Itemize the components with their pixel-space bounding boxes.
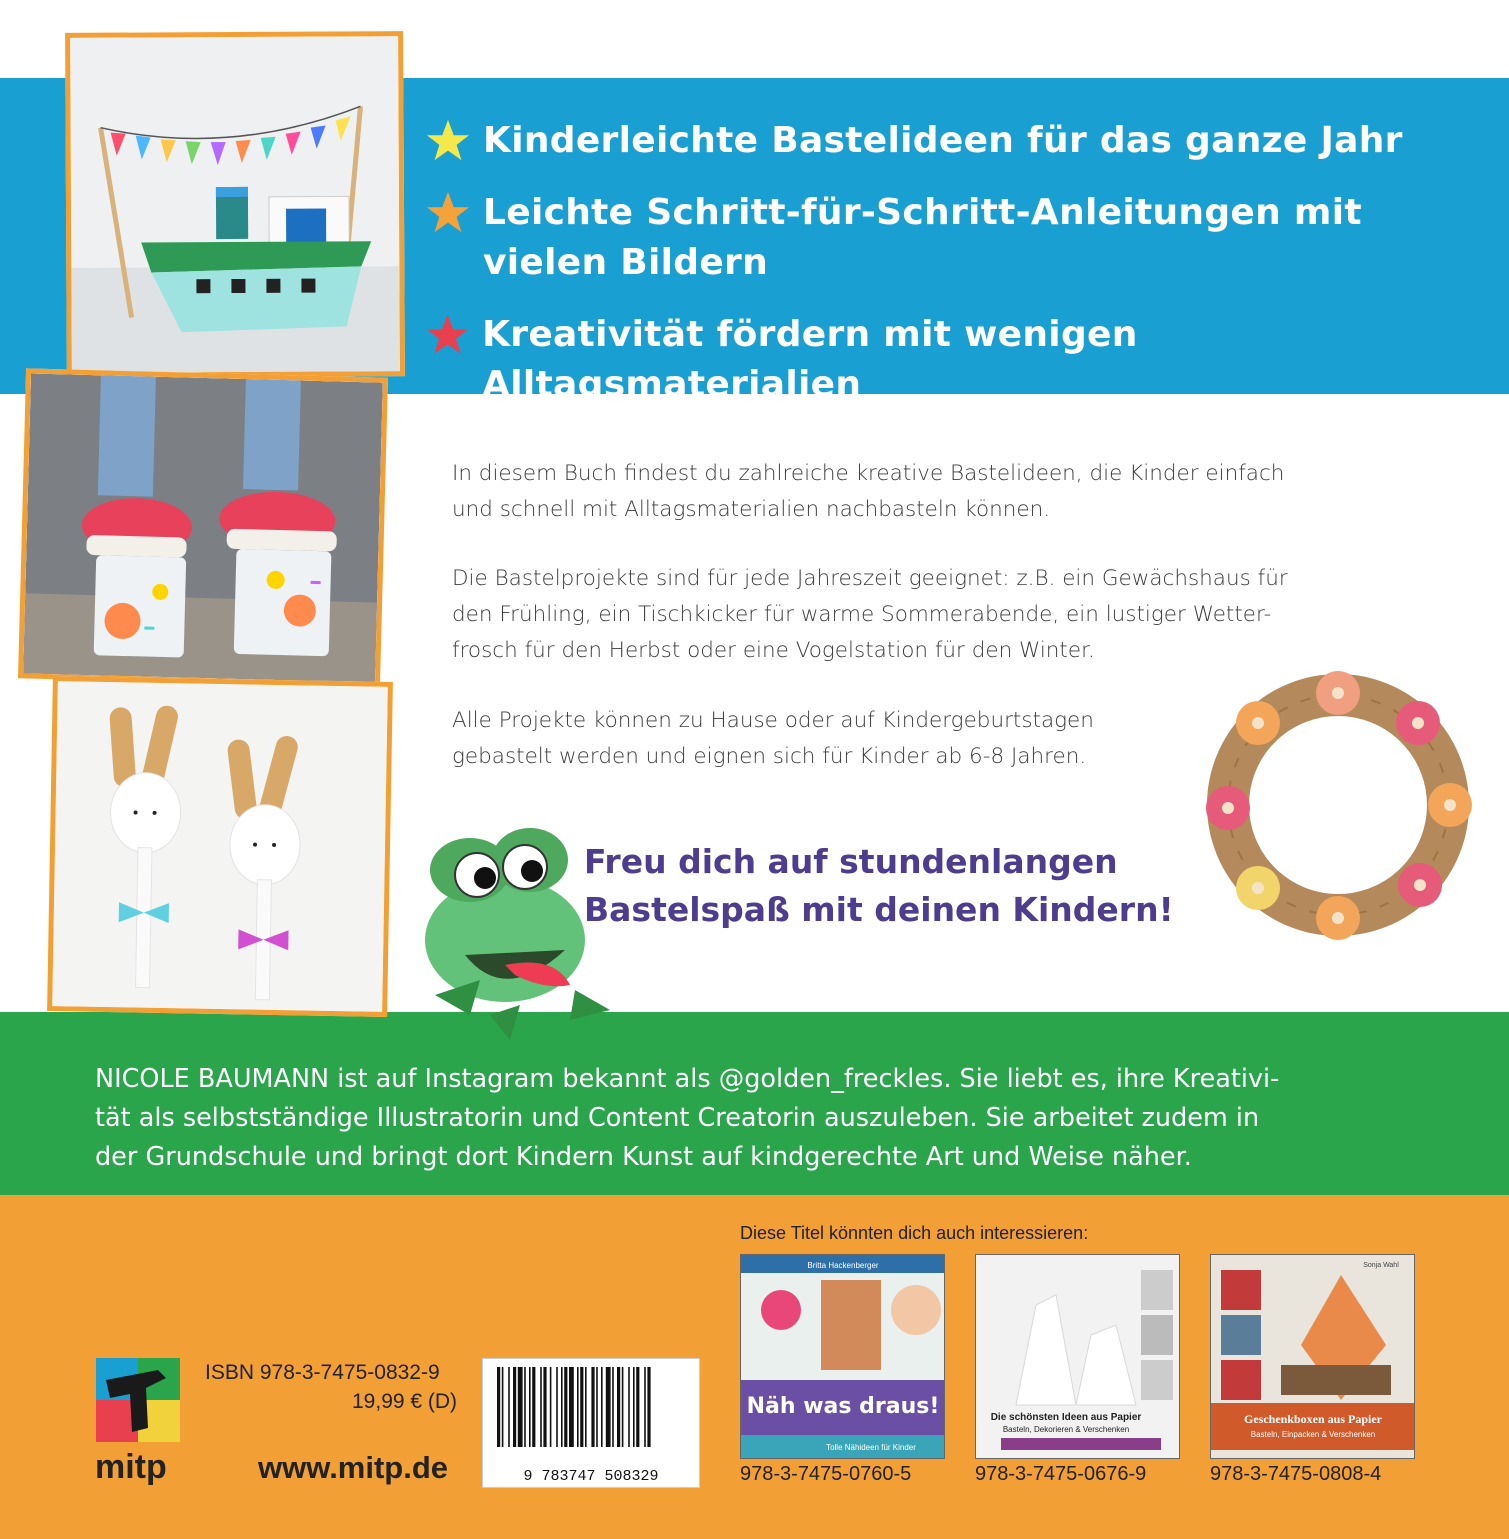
recommended-book-cover-3[interactable] xyxy=(1210,1254,1415,1459)
star-icon xyxy=(425,190,471,236)
feature-bullet-2 xyxy=(425,188,1362,288)
description-line: gebastelt werden und eignen sich für Kinder ab 6-8 Jahren. xyxy=(452,744,1087,769)
book-3-subtitle: Basteln, Einpacken & Verschenken xyxy=(1250,1430,1376,1439)
recommended-book-cover-2[interactable] xyxy=(975,1254,1180,1459)
description-line: In diesem Buch findest du zahlreiche kreative Bastelideen, die Kinder einfach xyxy=(452,461,1285,486)
slogan xyxy=(584,838,1174,934)
mitp-logo-icon xyxy=(96,1358,180,1442)
barcode-bar xyxy=(564,1367,567,1447)
spoon-bunnies-photo xyxy=(47,676,393,1017)
barcode-bar xyxy=(633,1367,635,1447)
recommended-book-isbn-1: 978-3-7475-0760-5 xyxy=(740,1463,912,1485)
isbn-text: ISBN 978-3-7475-0832-9 xyxy=(205,1361,440,1384)
tin-can-stilts-photo xyxy=(18,368,388,687)
star-icon xyxy=(425,312,470,358)
star-icon xyxy=(425,118,471,164)
feature-bullet-1 xyxy=(425,116,1403,166)
feature-text-2 xyxy=(483,188,1362,288)
description-line: frosch für den Herbst oder eine Vogelstation für den Winter. xyxy=(452,638,1095,663)
barcode-bar xyxy=(585,1367,587,1447)
description-paragraph-1 xyxy=(452,456,1284,528)
barcode-bar xyxy=(543,1367,546,1447)
feature-text-2-line1: Leichte Schritt-für-Schritt-Anleitungen mit xyxy=(483,192,1362,233)
barcode-bar xyxy=(617,1367,620,1447)
barcode xyxy=(482,1358,700,1488)
description-paragraph-2 xyxy=(452,561,1288,669)
barcode-bar xyxy=(596,1367,598,1447)
barcode-bar xyxy=(561,1367,563,1447)
description-line: Alle Projekte können zu Hause oder auf Kindergeburtstagen xyxy=(452,708,1094,733)
barcode-bar xyxy=(556,1367,558,1447)
description-line: Die Bastelprojekte sind für jede Jahreszeit geeignet: z.B. ein Gewächshaus für xyxy=(452,566,1288,591)
barcode-bar xyxy=(601,1367,603,1447)
barcode-bar xyxy=(580,1367,583,1447)
barcode-number: 9 783747 508329 xyxy=(523,1468,659,1485)
barcode-bar xyxy=(540,1367,542,1447)
publisher-url[interactable]: www.mitp.de xyxy=(258,1450,449,1485)
book-2-title: Die schönsten Ideen aus Papier xyxy=(990,1412,1142,1423)
feature-bullet-3 xyxy=(425,310,1509,410)
barcode-bar xyxy=(518,1367,523,1447)
barcode-bar xyxy=(532,1367,535,1447)
slogan-line-1: Freu dich auf stundenlangen xyxy=(584,842,1118,881)
feature-text-2-line2: vielen Bildern xyxy=(483,242,769,283)
description-line: den Frühling, ein Tischkicker für warme Sommerabende, ein lustiger Wetter- xyxy=(452,602,1272,627)
barcode-bar xyxy=(529,1367,531,1447)
barcode-bar xyxy=(628,1367,630,1447)
book-1-title: Näh was draus! xyxy=(746,1394,940,1419)
barcode-bar xyxy=(636,1367,639,1447)
recommendations-heading: Diese Titel könnten dich auch interessieren: xyxy=(740,1223,1089,1243)
book-2-subtitle: Basteln, Dekorieren & Verschenken xyxy=(1002,1425,1130,1434)
publisher-logo-text: mitp xyxy=(95,1448,167,1486)
description-paragraph-3 xyxy=(452,703,1094,775)
recommended-book-isbn-2: 978-3-7475-0676-9 xyxy=(975,1463,1147,1485)
slogan-line-2: Bastelspaß mit deinen Kindern! xyxy=(584,890,1174,929)
barcode-bar xyxy=(550,1367,552,1447)
feature-text-3: Kreativität fördern mit wenigen Alltagsmaterialien xyxy=(482,314,1138,405)
recommended-book-isbn-3: 978-3-7475-0808-4 xyxy=(1210,1463,1382,1485)
barcode-bar xyxy=(513,1367,516,1447)
barcode-bar xyxy=(569,1367,574,1447)
barcode-bar xyxy=(497,1367,500,1447)
book-1-author: Britta Hackenberger xyxy=(807,1261,879,1270)
book-3-title: Geschenkboxen aus Papier xyxy=(1243,1412,1383,1426)
barcode-bar xyxy=(622,1367,624,1447)
recommended-book-cover-1[interactable] xyxy=(740,1254,945,1459)
description-line: und schnell mit Alltagsmaterialien nachbasteln können. xyxy=(452,497,1051,522)
barcode-bar xyxy=(606,1367,611,1447)
bio-line: tät als selbstständige Illustratorin und Content Creatorin auszuleben. Sie arbeitet zudem in xyxy=(95,1103,1260,1133)
barcode-bar xyxy=(524,1367,526,1447)
bio-line: der Grundschule und bringt dort Kindern Kunst auf kindgerechte Art und Weise näher. xyxy=(95,1142,1192,1172)
barcode-bar xyxy=(502,1367,504,1447)
boat-craft-photo xyxy=(65,31,405,378)
barcode-bar xyxy=(647,1367,650,1447)
book-1-subtitle: Tolle Nähideen für Kinder xyxy=(826,1443,916,1452)
barcode-bar xyxy=(644,1367,646,1447)
bio-line: NICOLE BAUMANN ist auf Instagram bekannt als @golden_freckles. Sie liebt es, ihre Kreativi- xyxy=(95,1064,1280,1094)
barcode-bar xyxy=(612,1367,614,1447)
flower-wreath-image xyxy=(1188,663,1488,948)
barcode-bar xyxy=(577,1367,579,1447)
book-3-author: Sonja Wahl xyxy=(1363,1262,1399,1269)
author-bio xyxy=(95,1060,1435,1177)
feature-text-1: Kinderleichte Bastelideen für das ganze Jahr xyxy=(483,120,1403,161)
barcode-bar xyxy=(591,1367,594,1447)
price-text: 19,99 € (D) xyxy=(352,1390,458,1413)
barcode-bars xyxy=(483,1363,699,1467)
barcode-bar xyxy=(508,1367,510,1447)
